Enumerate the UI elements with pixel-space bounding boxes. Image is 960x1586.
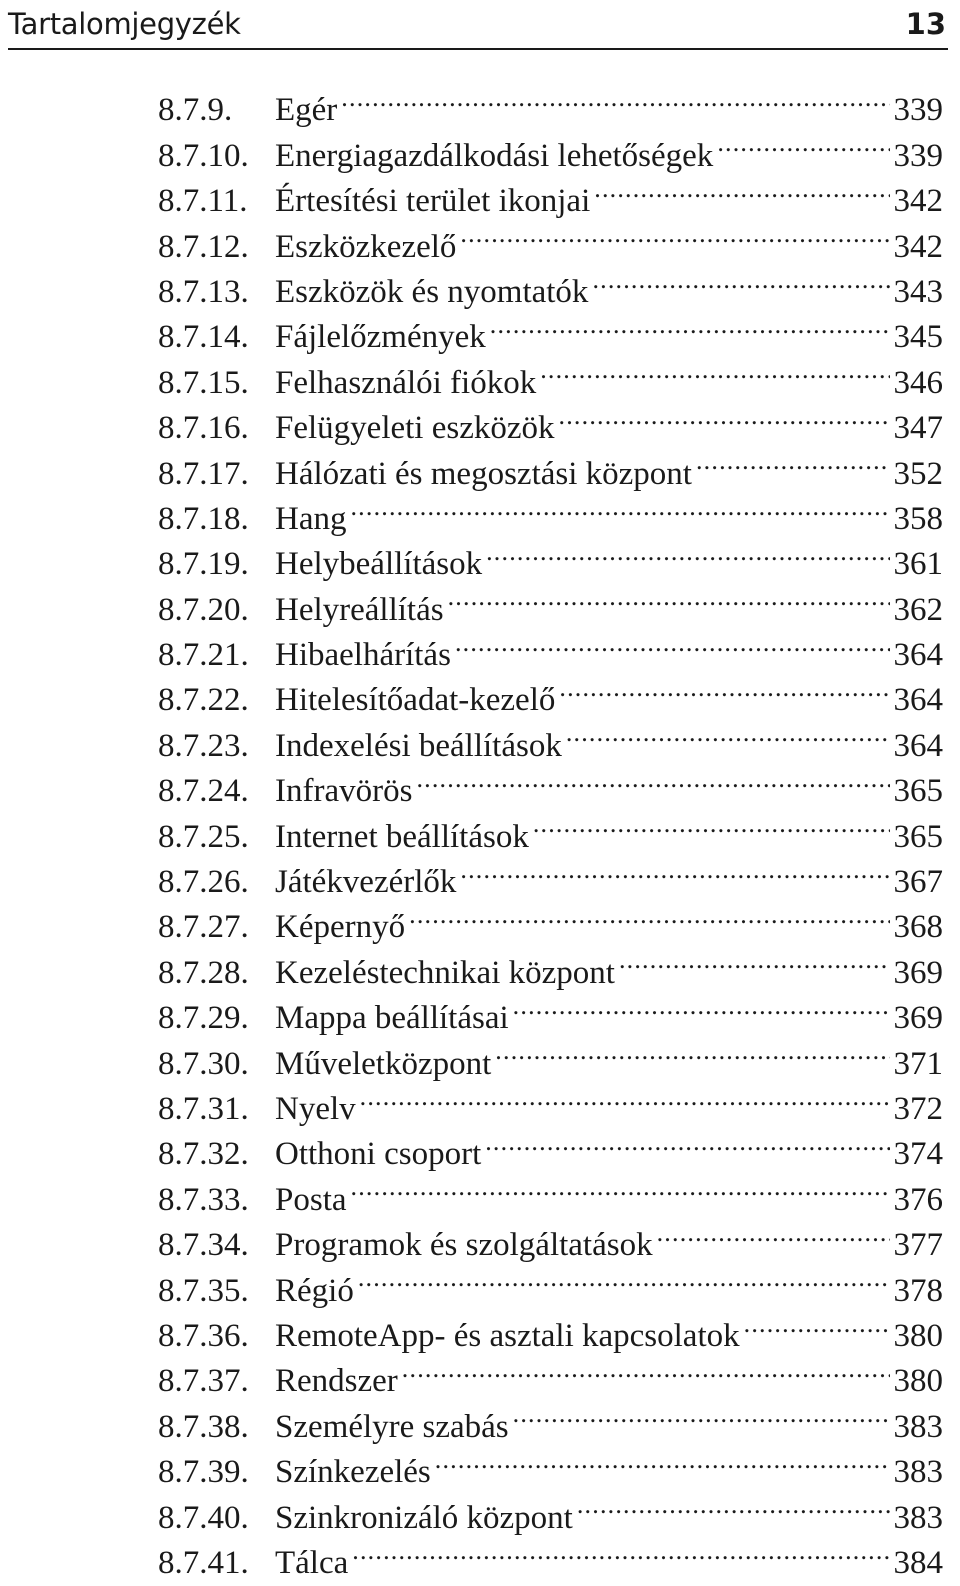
toc-entry-title: Felügyeleti eszközök [275,410,555,447]
toc-dot-leader [448,574,890,619]
toc-entry-title: Műveletközpont [275,1045,492,1082]
toc-dot-leader [513,983,890,1028]
toc-entry-number: 8.7.23. [158,727,249,764]
toc-dot-leader [409,892,889,937]
toc-entry-number: 8.7.38. [158,1408,249,1445]
page-number: 13 [905,7,946,41]
toc-dot-leader [559,393,890,438]
toc-dot-leader [350,484,889,529]
toc-entry-page: 347 [893,410,943,447]
toc-entry-number: 8.7.17. [158,455,249,492]
toc-entry-title: Felhasználói fiókok [275,364,537,401]
toc-dot-leader [592,257,889,302]
toc-entry-number: 8.7.35. [158,1272,249,1309]
toc-entry-title: Kezeléstechnikai központ [275,954,615,991]
toc-entry-number: 8.7.36. [158,1317,249,1354]
toc-entry-page: 361 [893,546,943,583]
toc-entry-title: Nyelv [275,1090,356,1127]
toc-dot-leader [435,1437,890,1482]
toc-dot-leader [533,801,890,846]
toc-entry-page: 371 [893,1045,943,1082]
toc-dot-leader [540,347,889,392]
toc-entry-page: 364 [893,637,943,674]
toc-dot-leader [352,1528,889,1573]
toc-entry-number: 8.7.31. [158,1090,249,1127]
toc-entry-number: 8.7.9. [158,92,233,129]
toc-dot-leader [559,665,889,710]
toc-dot-leader [717,120,889,165]
toc-entry-title: Internet beállítások [275,818,529,855]
toc-entry-page: 367 [893,864,943,901]
toc-dot-leader [513,1391,890,1436]
toc-entry-title: Hitelesítőadat-kezelő [275,682,556,719]
toc-entry-page: 343 [893,273,943,310]
toc-dot-leader [358,1255,890,1300]
toc-entry-page: 364 [893,727,943,764]
toc-entry-number: 8.7.29. [158,1000,249,1037]
toc-entry-page: 346 [893,364,943,401]
toc-entry-page: 339 [893,92,943,129]
toc-entry-page: 362 [893,591,943,628]
toc-entry-title: Programok és szolgáltatások [275,1227,653,1264]
toc-entry-title: Egér [275,92,338,129]
toc-entry-page: 365 [893,773,943,810]
toc-entry-number: 8.7.22. [158,682,249,719]
toc-entry-title: Hang [275,500,347,537]
toc-dot-leader [460,211,889,256]
toc-dot-leader [744,1301,890,1346]
toc-entry-number: 8.7.41. [158,1544,249,1581]
toc-entry-page: 369 [893,1000,943,1037]
toc-entry-page: 374 [893,1136,943,1173]
toc-entry-title: Fájlelőzmények [275,319,486,356]
toc-entry-page: 377 [893,1227,943,1264]
toc-entry-number: 8.7.11. [158,183,248,220]
toc-entry-number: 8.7.15. [158,364,249,401]
toc-entry-number: 8.7.16. [158,410,249,447]
toc-entry-page: 383 [893,1408,943,1445]
toc-entry-title: Tálca [275,1544,349,1581]
toc-entry-title: Helyreállítás [275,591,444,628]
table-of-contents [158,75,943,1581]
toc-entry-page: 384 [893,1544,943,1581]
toc-entry-title: Infravörös [275,773,413,810]
toc-entry-number: 8.7.27. [158,909,249,946]
toc-dot-leader [455,620,890,665]
toc-entry-page: 383 [893,1454,943,1491]
toc-dot-leader [594,166,889,211]
toc-entry[interactable] [158,75,943,129]
toc-entry-number: 8.7.25. [158,818,249,855]
toc-entry-page: 380 [893,1317,943,1354]
toc-dot-leader [619,937,890,982]
toc-entry-number: 8.7.32. [158,1136,249,1173]
toc-entry-title: Képernyő [275,909,406,946]
toc-dot-leader [495,1028,889,1073]
toc-entry-title: Értesítési terület ikonjai [275,183,591,220]
toc-entry-title: Régió [275,1272,354,1309]
toc-entry-title: Rendszer [275,1363,398,1400]
toc-dot-leader [566,710,890,755]
toc-entry-title: Hálózati és megosztási központ [275,455,692,492]
toc-entry-page: 339 [893,137,943,174]
toc-entry-number: 8.7.30. [158,1045,249,1082]
toc-entry-page: 369 [893,954,943,991]
toc-entry-number: 8.7.40. [158,1499,249,1536]
toc-entry-title: Otthoni csoport [275,1136,482,1173]
page-title: Tartalomjegyzék [8,7,241,41]
toc-entry-page: 376 [893,1181,943,1218]
toc-dot-leader [486,529,889,574]
toc-entry-number: 8.7.37. [158,1363,249,1400]
toc-entry-number: 8.7.39. [158,1454,249,1491]
toc-entry-number: 8.7.18. [158,500,249,537]
toc-entry-page: 378 [893,1272,943,1309]
toc-entry-title: Hibaelhárítás [275,637,451,674]
toc-entry-page: 383 [893,1499,943,1536]
toc-dot-leader [351,1164,890,1209]
toc-entry-number: 8.7.20. [158,591,249,628]
toc-entry-number: 8.7.28. [158,954,249,991]
toc-dot-leader [657,1210,890,1255]
toc-entry-number: 8.7.26. [158,864,249,901]
toc-dot-leader [696,438,890,483]
toc-entry-number: 8.7.13. [158,273,249,310]
toc-entry-number: 8.7.19. [158,546,249,583]
toc-entry-page: 365 [893,818,943,855]
toc-entry-number: 8.7.10. [158,137,249,174]
toc-entry-number: 8.7.33. [158,1181,249,1218]
toc-entry-title: Posta [275,1181,347,1218]
toc-entry-page: 342 [893,183,943,220]
toc-entry-title: Játékvezérlők [275,864,457,901]
toc-dot-leader [360,1074,890,1119]
toc-entry-number: 8.7.34. [158,1227,249,1264]
toc-entry-page: 372 [893,1090,943,1127]
toc-entry-page: 352 [893,455,943,492]
toc-entry-title: Személyre szabás [275,1408,509,1445]
toc-entry-title: Energiagazdálkodási lehetőségek [275,137,714,174]
toc-entry-title: Indexelési beállítások [275,727,562,764]
toc-entry-page: 345 [893,319,943,356]
toc-entry-number: 8.7.14. [158,319,249,356]
toc-dot-leader [402,1346,890,1391]
toc-dot-leader [460,847,889,892]
toc-entry-title: Színkezelés [275,1454,431,1491]
toc-dot-leader [416,756,889,801]
toc-entry-page: 358 [893,500,943,537]
toc-entry-number: 8.7.24. [158,773,249,810]
toc-entry-title: Eszközkezelő [275,228,457,265]
toc-dot-leader [341,75,889,120]
toc-entry-title: Eszközök és nyomtatók [275,273,589,310]
page-header [8,0,948,50]
toc-dot-leader [485,1119,889,1164]
toc-entry-page: 342 [893,228,943,265]
toc-entry-title: Szinkronizáló központ [275,1499,573,1536]
toc-entry-page: 380 [893,1363,943,1400]
toc-entry-title: Helybeállítások [275,546,483,583]
toc-entry-title: RemoteApp- és asztali kapcsolatok [275,1317,740,1354]
toc-entry-number: 8.7.12. [158,228,249,265]
toc-entry-page: 368 [893,909,943,946]
toc-entry-title: Mappa beállításai [275,1000,509,1037]
toc-dot-leader [577,1482,890,1527]
toc-entry-page: 364 [893,682,943,719]
toc-entry-number: 8.7.21. [158,637,249,674]
toc-dot-leader [490,302,890,347]
